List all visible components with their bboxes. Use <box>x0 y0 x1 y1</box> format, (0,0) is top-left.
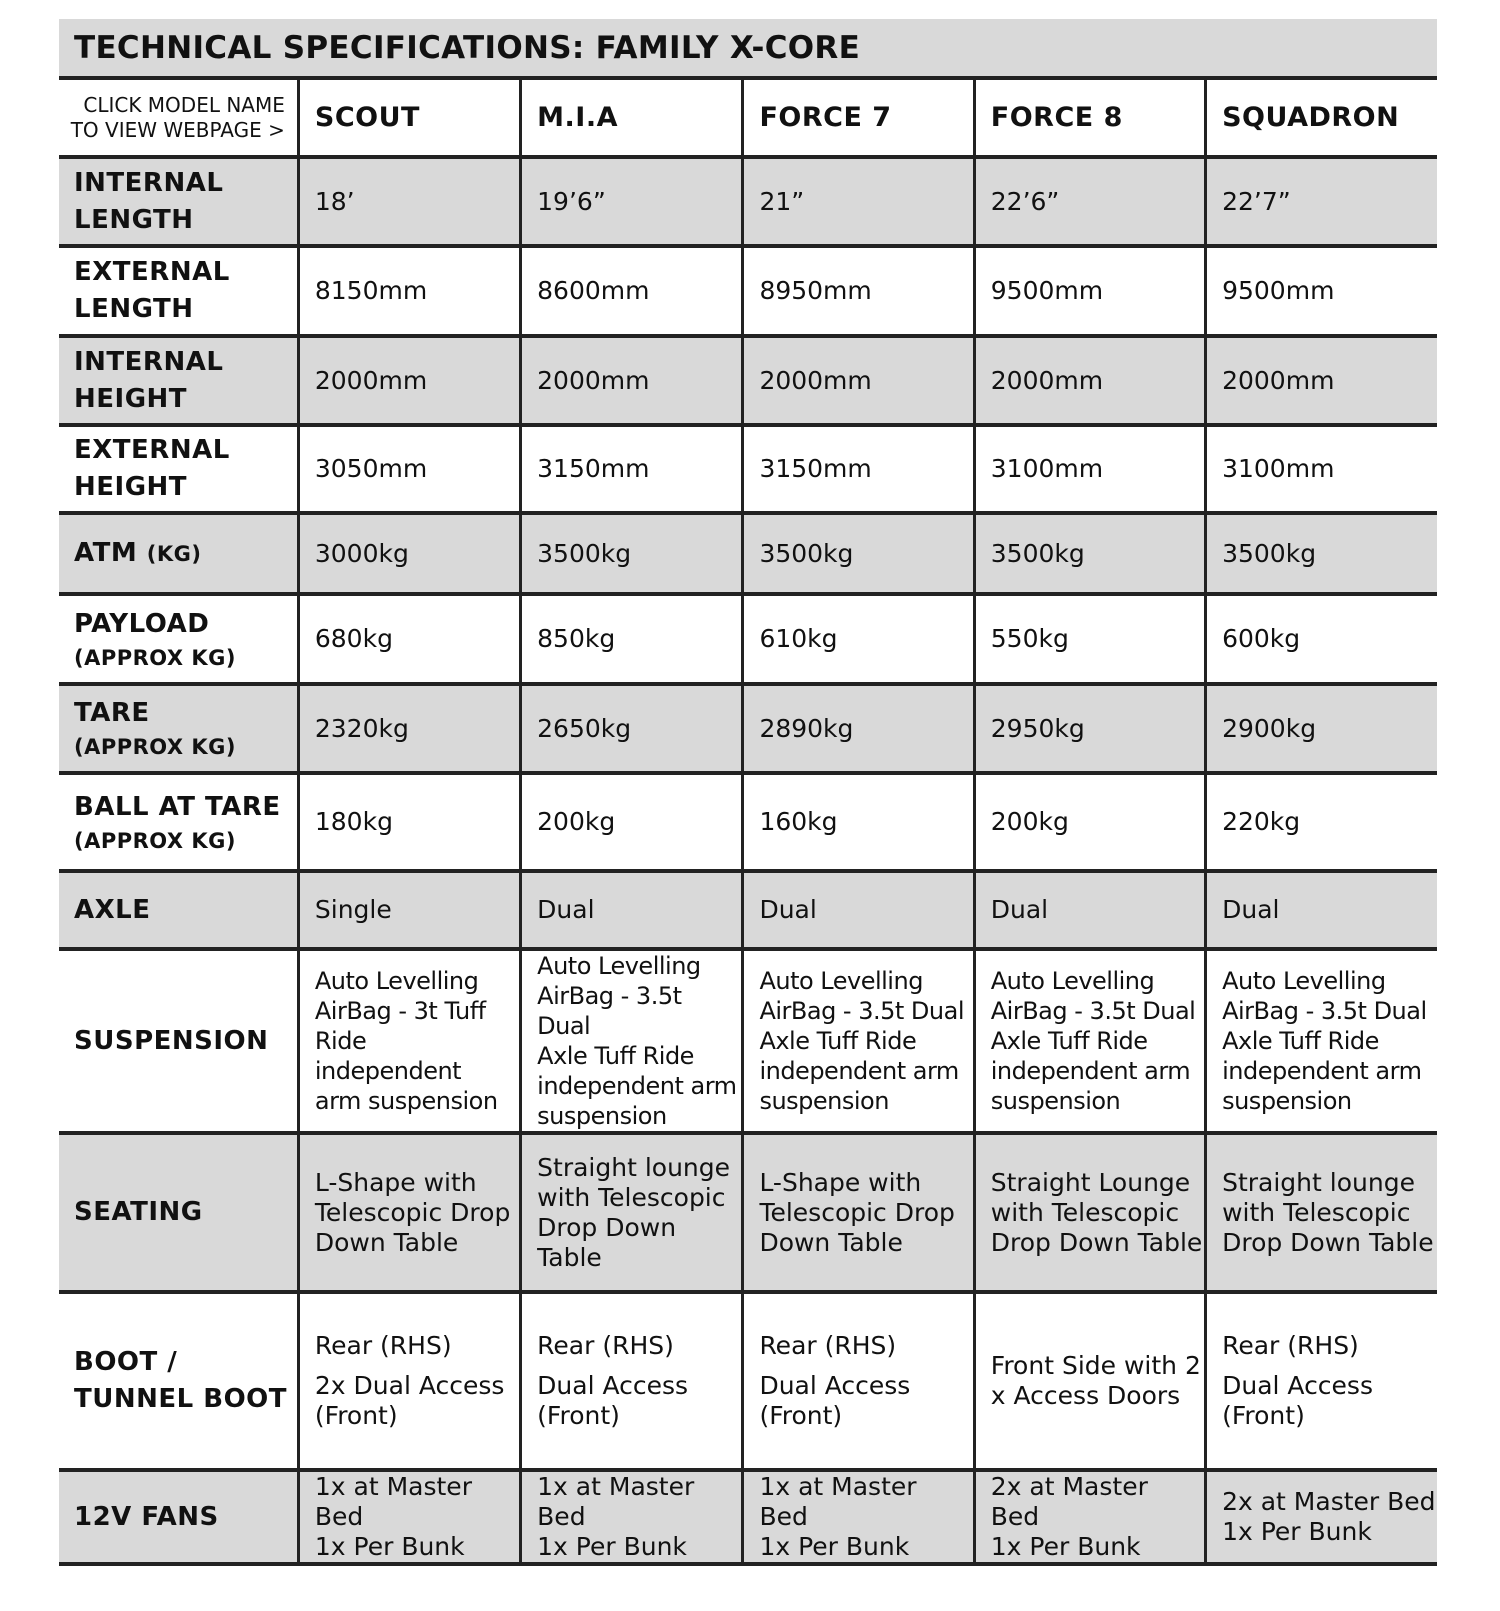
spec-value-line: L-Shape with <box>314 1167 477 1197</box>
row-label <box>59 1470 298 1564</box>
spec-value-line: Auto Levelling <box>990 967 1155 995</box>
spec-value: 2000mm <box>298 336 520 425</box>
spec-value-line: with Telescopic <box>1222 1197 1411 1227</box>
row-label-line-2: TUNNEL BOOT <box>74 1384 288 1414</box>
spec-value-line: Down Table <box>759 1227 903 1257</box>
model-link-scout[interactable] <box>298 80 520 157</box>
spec-value: 2000mm <box>1206 336 1437 425</box>
spec-value: 600kg <box>1206 594 1437 684</box>
spec-value-line: 1x Per Bunk <box>1222 1517 1372 1546</box>
spec-value-line: AirBag - 3t Tuff <box>314 997 486 1025</box>
spec-value <box>743 1470 974 1564</box>
spec-value: 680kg <box>298 594 520 684</box>
spec-value: 3500kg <box>521 513 743 594</box>
model-link-force-7[interactable] <box>743 80 974 157</box>
spec-value-line: Auto Levelling <box>537 952 701 980</box>
boot-detail: Dual Access <box>759 1371 911 1400</box>
spec-value: Dual <box>743 871 974 949</box>
spec-value: 2900kg <box>1206 684 1437 773</box>
spec-value <box>521 1470 743 1564</box>
row-label <box>59 773 298 871</box>
spec-value: 2000mm <box>974 336 1205 425</box>
row-label <box>59 1133 298 1292</box>
spec-value-line: suspension <box>1222 1087 1352 1115</box>
spec-value-line: Axle Tuff Ride <box>1222 1027 1379 1055</box>
spec-value-line: suspension <box>537 1102 667 1130</box>
spec-value <box>298 949 520 1133</box>
spec-row-axle <box>59 871 1437 949</box>
spec-value-line: Straight lounge <box>537 1152 731 1182</box>
model-name: FORCE 7 <box>759 101 892 133</box>
spec-value-line: Auto Levelling <box>759 967 923 995</box>
row-label-unit: (KG) <box>146 541 202 566</box>
spec-value <box>974 1292 1205 1470</box>
spec-value: 2000mm <box>521 336 743 425</box>
row-label-line-1: TARE <box>74 698 150 728</box>
row-label-line-2: LENGTH <box>74 294 194 324</box>
row-label-line-2: LENGTH <box>74 204 194 235</box>
row-label-line-1: AXLE <box>74 894 151 925</box>
spec-value: 3150mm <box>743 425 974 513</box>
spec-value: 22’7” <box>1206 157 1437 246</box>
spec-value: 8150mm <box>298 246 520 336</box>
spec-value-line: 1x Per Bunk <box>314 1532 465 1561</box>
row-label <box>59 157 298 246</box>
row-label <box>59 684 298 773</box>
spec-value-line: independent arm <box>759 1057 959 1085</box>
row-label <box>59 336 298 425</box>
boot-detail: (Front) <box>1222 1401 1305 1430</box>
spec-row-tare <box>59 684 1437 773</box>
spec-value: 8600mm <box>521 246 743 336</box>
spec-value-line: 1x at Master Bed <box>537 1472 695 1531</box>
spec-row-seating <box>59 1133 1437 1292</box>
spec-value <box>1206 1133 1437 1292</box>
spec-value-line: Drop Down Table <box>537 1212 677 1272</box>
spec-sheet <box>59 19 1437 1566</box>
spec-value <box>1206 1470 1437 1564</box>
spec-value: 180kg <box>298 773 520 871</box>
spec-value-line: 1x Per Bunk <box>990 1532 1141 1561</box>
row-label-line-1: 12V FANS <box>74 1501 219 1532</box>
spec-value: Dual <box>974 871 1205 949</box>
spec-value-line: 1x Per Bunk <box>537 1532 687 1561</box>
spec-value-line: Telescopic Drop <box>314 1197 511 1227</box>
spec-value: Dual <box>1206 871 1437 949</box>
spec-value-line: 2x at Master Bed <box>1222 1487 1436 1516</box>
spec-value <box>743 949 974 1133</box>
spec-row-external-height <box>59 425 1437 513</box>
spec-value <box>298 1133 520 1292</box>
spec-value: 3500kg <box>974 513 1205 594</box>
row-label-line-2: HEIGHT <box>74 472 188 502</box>
row-label-line-1: PAYLOAD <box>74 608 210 639</box>
model-name: SQUADRON <box>1222 101 1400 133</box>
spec-value-line: Axle Tuff Ride <box>537 1042 694 1070</box>
row-label-line-1: EXTERNAL <box>74 257 230 287</box>
row-label-unit: (APPROX KG) <box>74 735 237 759</box>
row-label-unit: (APPROX KG) <box>74 828 237 853</box>
row-label <box>59 949 298 1133</box>
spec-value <box>743 1133 974 1292</box>
spec-value-line: Down Table <box>314 1227 459 1257</box>
spec-value: 200kg <box>974 773 1205 871</box>
spec-value <box>521 949 743 1133</box>
spec-value: 550kg <box>974 594 1205 684</box>
row-label-line-1: INTERNAL <box>74 346 224 377</box>
model-link-force-8[interactable] <box>974 80 1205 157</box>
spec-value <box>743 1292 974 1470</box>
spec-value-line: suspension <box>759 1087 889 1115</box>
row-label <box>59 513 298 594</box>
row-label-line-2: HEIGHT <box>74 383 188 414</box>
row-label <box>59 871 298 949</box>
row-label-line-1: SUSPENSION <box>74 1025 269 1056</box>
spec-value-line: AirBag - 3.5t Dual <box>1222 997 1427 1025</box>
spec-value: 200kg <box>521 773 743 871</box>
spec-value: 3000kg <box>298 513 520 594</box>
row-label <box>59 594 298 684</box>
model-link-hint <box>59 80 298 157</box>
spec-value <box>974 1470 1205 1564</box>
spec-value-line: Drop Down Table <box>990 1227 1203 1257</box>
spec-value-line: arm suspension <box>314 1087 498 1115</box>
row-label-line-1: BALL AT TARE <box>74 791 281 822</box>
spec-value-line: Auto Levelling <box>1222 967 1386 995</box>
spec-value-line: Axle Tuff Ride <box>990 1027 1148 1055</box>
spec-row-atm <box>59 513 1437 594</box>
spec-value-line: independent arm <box>537 1072 737 1100</box>
spec-row-boot <box>59 1292 1437 1470</box>
spec-value-line: AirBag - 3.5t Dual <box>759 997 964 1025</box>
spec-value-line: Telescopic Drop <box>759 1197 955 1227</box>
boot-detail: Dual Access <box>537 1371 689 1400</box>
model-name: FORCE 8 <box>990 101 1123 133</box>
spec-value: 22’6” <box>974 157 1205 246</box>
spec-value: 3100mm <box>974 425 1205 513</box>
spec-row-internal-height <box>59 336 1437 425</box>
spec-value: 18’ <box>298 157 520 246</box>
spec-value: 160kg <box>743 773 974 871</box>
spec-table <box>59 80 1437 1566</box>
spec-value: 3100mm <box>1206 425 1437 513</box>
row-label-line-1: EXTERNAL <box>74 435 230 465</box>
row-label-line-1: BOOT / <box>74 1347 178 1377</box>
spec-value-line: 1x at Master Bed <box>759 1472 917 1531</box>
spec-value-line: Auto Levelling <box>314 967 479 995</box>
spec-value: Dual <box>521 871 743 949</box>
spec-value-line: Straight Lounge <box>990 1167 1191 1197</box>
spec-value-line: Axle Tuff Ride <box>759 1027 917 1055</box>
spec-value-line: with Telescopic <box>537 1182 726 1212</box>
model-name: SCOUT <box>314 101 420 133</box>
row-label-line-1: SEATING <box>74 1197 203 1227</box>
spec-value: 850kg <box>521 594 743 684</box>
spec-value <box>974 1133 1205 1292</box>
spec-value: 220kg <box>1206 773 1437 871</box>
spec-row-suspension <box>59 949 1437 1133</box>
spec-value <box>298 1292 520 1470</box>
row-label <box>59 425 298 513</box>
spec-value: 3500kg <box>743 513 974 594</box>
spec-value-line: 1x Per Bunk <box>759 1532 910 1561</box>
spec-value: 9500mm <box>974 246 1205 336</box>
spec-row-fans <box>59 1470 1437 1564</box>
spec-value: 9500mm <box>1206 246 1437 336</box>
spec-value: 3500kg <box>1206 513 1437 594</box>
boot-location: Rear (RHS) <box>759 1331 897 1360</box>
spec-value-line: AirBag - 3.5t Dual <box>990 997 1196 1025</box>
spec-value: 3150mm <box>521 425 743 513</box>
boot-location: Rear (RHS) <box>314 1331 452 1360</box>
spec-value-line: suspension <box>990 1087 1121 1115</box>
spec-value-line: AirBag - 3.5t Dual <box>537 982 682 1040</box>
header-row <box>59 80 1437 157</box>
boot-detail: (Front) <box>759 1401 843 1430</box>
model-link-mia[interactable] <box>521 80 743 157</box>
spec-value-line: independent arm <box>990 1057 1191 1085</box>
row-label-line-1: INTERNAL <box>74 167 224 198</box>
boot-detail: (Front) <box>314 1401 398 1430</box>
spec-value: 2320kg <box>298 684 520 773</box>
spec-value-line: 2x at Master Bed <box>990 1472 1148 1531</box>
boot-detail: Front Side with 2 <box>990 1351 1201 1380</box>
model-name: M.I.A <box>537 101 618 133</box>
spec-value: Single <box>298 871 520 949</box>
spec-value: 2000mm <box>743 336 974 425</box>
row-label <box>59 246 298 336</box>
boot-detail: 2x Dual Access <box>314 1371 505 1400</box>
spec-value <box>1206 1292 1437 1470</box>
spec-row-ball-at-tare <box>59 773 1437 871</box>
spec-value-line: Straight lounge <box>1222 1167 1415 1197</box>
row-label-unit: (APPROX KG) <box>74 645 237 670</box>
spec-value-line: Ride independent <box>314 1027 462 1085</box>
spec-value <box>521 1133 743 1292</box>
boot-detail: Dual Access <box>1222 1371 1373 1400</box>
hint-line-1: CLICK MODEL NAME <box>83 92 285 117</box>
spec-value: 610kg <box>743 594 974 684</box>
boot-detail: (Front) <box>537 1401 620 1430</box>
spec-value <box>1206 949 1437 1133</box>
page-title: TECHNICAL SPECIFICATIONS: FAMILY X-CORE <box>59 19 1437 80</box>
spec-value: 2650kg <box>521 684 743 773</box>
spec-value-line: 1x at Master Bed <box>314 1472 472 1531</box>
boot-detail: x Access Doors <box>990 1381 1181 1410</box>
boot-location: Rear (RHS) <box>537 1331 674 1360</box>
spec-value: 3050mm <box>298 425 520 513</box>
spec-value: 19’6” <box>521 157 743 246</box>
spec-value <box>521 1292 743 1470</box>
spec-row-internal-length <box>59 157 1437 246</box>
spec-value-line: Drop Down Table <box>1222 1227 1434 1257</box>
spec-value: 2890kg <box>743 684 974 773</box>
row-label-line-1: ATM <box>74 537 138 568</box>
hint-line-2: TO VIEW WEBPAGE > <box>70 117 285 142</box>
row-label <box>59 1292 298 1470</box>
spec-value <box>298 1470 520 1564</box>
spec-value <box>974 949 1205 1133</box>
spec-row-payload <box>59 594 1437 684</box>
spec-value-line: independent arm <box>1222 1057 1422 1085</box>
boot-location: Rear (RHS) <box>1222 1331 1359 1360</box>
spec-value: 21” <box>743 157 974 246</box>
spec-value-line: with Telescopic <box>990 1197 1180 1227</box>
model-link-squadron[interactable] <box>1206 80 1437 157</box>
spec-row-external-length <box>59 246 1437 336</box>
spec-value: 8950mm <box>743 246 974 336</box>
spec-value: 2950kg <box>974 684 1205 773</box>
spec-value-line: L-Shape with <box>759 1167 922 1197</box>
